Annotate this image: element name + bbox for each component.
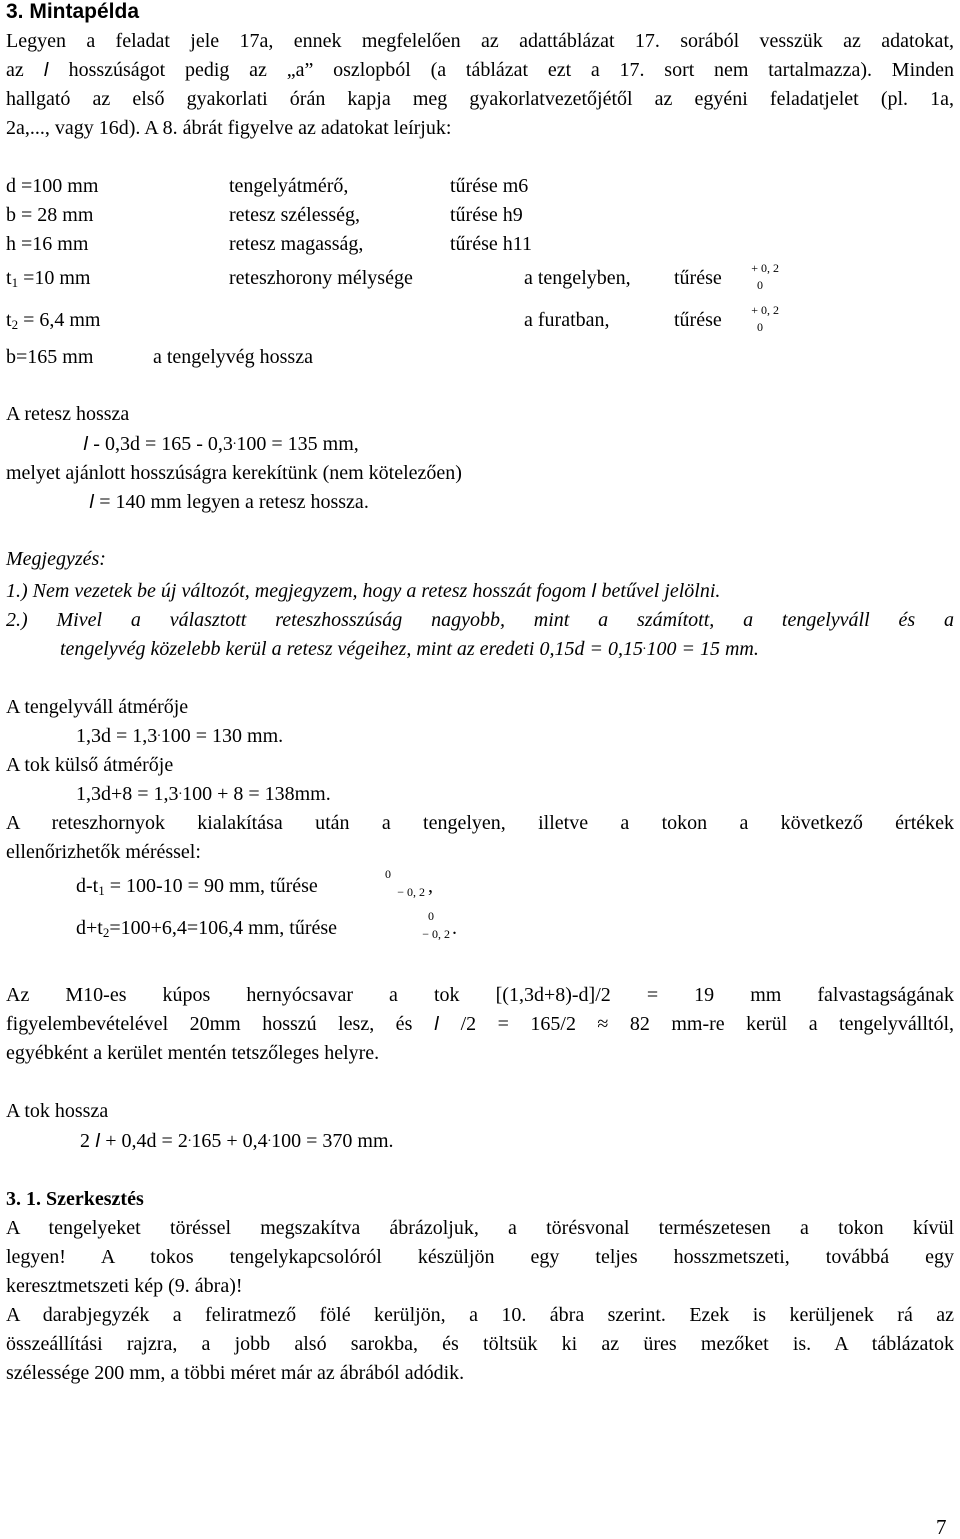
data-row-h-tolerance: tűrése h11 — [450, 233, 533, 255]
measure-2-end: . — [452, 917, 457, 939]
data-row-t1-desc: reteszhorony mélysége — [229, 267, 413, 289]
megjegyzes-title: Megjegyzés: — [6, 548, 106, 570]
horony-line-2: ellenőrizhetők méréssel: — [6, 841, 201, 863]
horony-line-1: A reteszhornyok kialakítása után a tengelyen, illetve a tokon a következő értékek — [6, 812, 954, 834]
measure-2-upper: 0 — [428, 909, 434, 923]
data-row-b-desc: retesz szélesség, — [229, 204, 361, 226]
retesz-calc: l - 0,3d = 165 - 0,3.100 = 135 mm, — [83, 433, 359, 455]
data-row-b-value: b = 28 mm — [6, 204, 94, 226]
retesz-final: l = 140 mm legyen a retesz hossza. — [89, 491, 369, 513]
retesz-note: melyet ajánlott hosszúságra kerekítünk (nem kötelezően) — [6, 462, 462, 484]
megjegyzes-note-2-line-2: tengelyvég közelebb kerül a retesz végeihez, mint az eredeti 0,15d = 0,15.100 = 15 mm. — [60, 638, 759, 660]
retesz-title: A retesz hossza — [6, 403, 130, 425]
data-row-t2-where: a furatban, — [524, 309, 610, 331]
vall-title: A tengelyváll átmérője — [6, 696, 189, 718]
t2-upper-deviation: + 0, 2 — [751, 303, 779, 317]
csavar-line-1: Az M10-es kúpos hernyócsavar a tok [(1,3d+8)-d]/2 = 19 mm falvastagságának — [6, 984, 954, 1006]
data-row-b165-value: b=165 mm — [6, 346, 94, 368]
measure-2: $d+t_2=100+6,4=106,4$ mm, tűrése — [76, 917, 338, 940]
megjegyzes-note-2-line-1: 2.) Mivel a választott reteszhosszúság nagyobb, mint a számított, a tengelyváll és a — [6, 609, 954, 631]
intro-line-3: hallgató az első gyakorlati órán kapja meg gyakorlatvezetőjétől az egyéni feladatjelet (pl. 1a, — [6, 88, 954, 110]
page-number: 7 — [936, 1515, 947, 1539]
csavar-line-3: egyébként a kerület mentén tetszőleges helyre. — [6, 1042, 380, 1064]
tokhossz-title: A tok hossza — [6, 1100, 109, 1122]
tok-calc: 1,3d+8 = 1,3.100 + 8 = 138mm. — [76, 783, 331, 805]
megjegyzes-note-1: 1.) Nem vezetek be új változót, megjegyzem, hogy a retesz hosszát fogom l betűvel jelölni. — [6, 580, 721, 602]
measure-1-upper: 0 — [385, 867, 391, 881]
data-row-t2-tolerance: tűrése — [674, 309, 722, 331]
intro-line-4: 2a,..., vagy 16d). A 8. ábrát figyelve az adatokat leírjuk: — [6, 117, 452, 139]
measure-1-lower: − 0, 2 — [397, 885, 425, 899]
csavar-line-2: figyelembevételével 20mm hosszú lesz, és l /2 = 165/2 ≈ 82 mm-re kerül a tengelyválltól, — [6, 1013, 955, 1035]
szerk-title: 3. 1. Szerkesztés — [6, 1188, 144, 1210]
data-row-t2-value: $t_2 = 6,4$ mm — [6, 309, 101, 332]
tok-title: A tok külső átmérője — [6, 754, 174, 776]
measure-1-end: , — [428, 875, 433, 897]
data-row-t1-tolerance: tűrése — [674, 267, 722, 289]
data-row-t1-where: a tengelyben, — [524, 267, 631, 289]
measure-2-lower: − 0, 2 — [422, 927, 450, 941]
t1-lower-deviation: 0 — [757, 278, 763, 292]
szerk-p1-line-1: A tengelyeket töréssel megszakítva ábrázoljuk, a törésvonal természetesen a tokon kívül — [6, 1217, 954, 1239]
vall-calc: 1,3d = 1,3.100 = 130 mm. — [76, 725, 284, 747]
data-row-t1-value: $t_1 =10$ mm — [6, 267, 91, 290]
szerk-p2-line-3: szélessége 200 mm, a többi méret már az ábrából adódik. — [6, 1362, 465, 1384]
intro-line-1: Legyen a feladat jele 17a, ennek megfelelően az adattáblázat 17. sorából vesszük az adatokat, — [6, 30, 954, 52]
data-row-h-desc: retesz magasság, — [229, 233, 364, 255]
szerk-p1-line-3: keresztmetszeti kép (9. ábra)! — [6, 1275, 243, 1297]
t2-lower-deviation: 0 — [757, 320, 763, 334]
data-row-h-value: h =16 mm — [6, 233, 89, 255]
szerk-p2-line-2: összeállítási rajzra, a jobb alsó sarokba, és töltsük ki az üres mezőket is. A táblázatok — [6, 1333, 954, 1355]
intro-line-2: az l hosszúságot pedig az „a” oszlopból (a táblázat ezt a 17. sort nem tartalmazza). Minden — [6, 59, 955, 81]
szerk-p2-line-1: A darabjegyzék a feliratmező fölé kerüljön, a 10. ábra szerint. Ezek is kerüljenek rá az — [6, 1304, 954, 1326]
data-row-d-desc: tengelyátmérő, — [229, 175, 349, 197]
data-row-d-tolerance: tűrése m6 — [450, 175, 529, 197]
data-row-b-tolerance: tűrése h9 — [450, 204, 523, 226]
szerk-p1-line-2: legyen! A tokos tengelykapcsolóról készüljön egy teljes hosszmetszeti, továbbá egy — [6, 1246, 954, 1268]
data-row-d-value: d =100 mm — [6, 175, 99, 197]
section-heading: 3. Mintapélda — [6, 0, 140, 23]
tokhossz-calc: 2 l + 0,4d = 2.165 + 0,4.100 = 370 mm. — [80, 1130, 394, 1152]
data-row-b165-desc: a tengelyvég hossza — [153, 346, 313, 368]
measure-1: $d-t_1 = 100-10 = 90$ mm, tűrése — [76, 875, 318, 898]
t1-upper-deviation: + 0, 2 — [751, 261, 779, 275]
